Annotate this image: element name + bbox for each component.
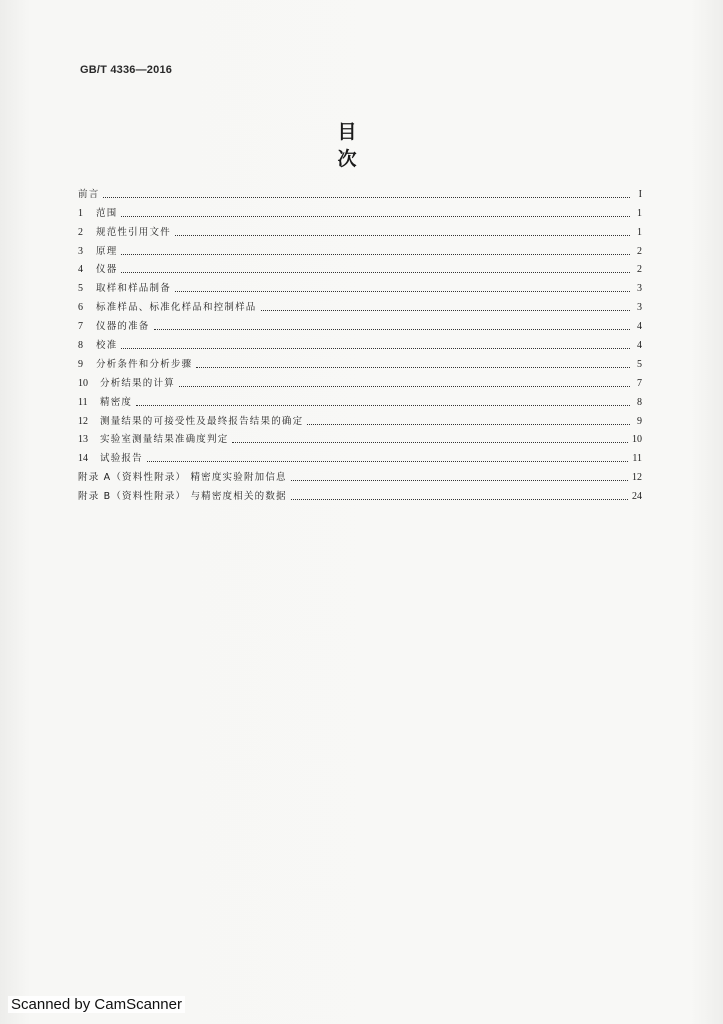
table-of-contents xyxy=(78,182,642,503)
toc-entry[interactable] xyxy=(78,428,642,447)
toc-entry[interactable] xyxy=(78,220,642,239)
toc-dot-leader xyxy=(179,386,630,387)
toc-entry[interactable] xyxy=(78,295,642,314)
toc-entry-number: 7 xyxy=(78,321,83,333)
toc-entry-page: 24 xyxy=(632,491,642,503)
toc-dot-leader xyxy=(121,272,630,273)
toc-entry-label: 标准样品、标准化样品和控制样品 xyxy=(96,302,257,314)
toc-entry-label: 精密度 xyxy=(100,396,133,408)
toc-dot-leader xyxy=(232,442,628,443)
toc-entry-page: 3 xyxy=(637,283,642,295)
toc-entry[interactable] xyxy=(78,409,642,428)
toc-entry-page: 11 xyxy=(632,453,642,465)
toc-dot-leader xyxy=(154,329,630,330)
toc-entry-label: 规范性引用文件 xyxy=(96,226,171,238)
toc-entry-label: 分析结果的计算 xyxy=(100,377,175,389)
toc-entry[interactable] xyxy=(78,484,642,503)
toc-entry[interactable] xyxy=(78,371,642,390)
toc-entry-label: 前言 xyxy=(78,188,100,200)
toc-entry-label: 分析条件和分析步骤 xyxy=(96,358,193,370)
toc-entry-number: 12 xyxy=(78,415,88,427)
toc-entry[interactable] xyxy=(78,352,642,371)
toc-dot-leader xyxy=(147,461,629,462)
toc-entry-number: 2 xyxy=(78,226,83,238)
toc-entry[interactable] xyxy=(78,465,642,484)
toc-entry-number: 6 xyxy=(78,302,83,314)
toc-entry-label: 仪器的准备 xyxy=(96,321,150,333)
toc-entry-page: 3 xyxy=(637,302,642,314)
toc-dot-leader xyxy=(175,291,630,292)
toc-dot-leader xyxy=(136,405,630,406)
toc-entry-number: 3 xyxy=(78,245,83,257)
toc-entry-page: 7 xyxy=(637,377,642,389)
toc-entry-number: 9 xyxy=(78,358,83,370)
toc-entry[interactable] xyxy=(78,201,642,220)
toc-entry-page: 9 xyxy=(637,415,642,427)
toc-dot-leader xyxy=(103,197,630,198)
toc-entry[interactable] xyxy=(78,239,642,258)
toc-title: 目 次 xyxy=(337,121,383,170)
toc-entry-page: 4 xyxy=(637,340,642,352)
toc-entry[interactable] xyxy=(78,258,642,277)
toc-dot-leader xyxy=(291,499,628,500)
toc-entry-label: 附录 B（资料性附录） 与精密度相关的数据 xyxy=(78,491,287,503)
toc-entry[interactable] xyxy=(78,333,642,352)
standard-code: GB/T 4336—2016 xyxy=(80,64,173,76)
toc-entry-page: 2 xyxy=(637,264,642,276)
toc-dot-leader xyxy=(196,367,630,368)
scanner-watermark: Scanned by CamScanner xyxy=(8,996,185,1013)
toc-entry[interactable] xyxy=(78,446,642,465)
toc-dot-leader xyxy=(291,480,628,481)
toc-entry-label: 试验报告 xyxy=(100,453,143,465)
toc-entry-page: 8 xyxy=(637,396,642,408)
toc-entry-number: 10 xyxy=(78,377,88,389)
toc-entry-page: 5 xyxy=(637,358,642,370)
toc-entry-label: 原理 xyxy=(96,245,118,257)
toc-entry-number: 4 xyxy=(78,264,83,276)
toc-entry-page: 10 xyxy=(632,434,642,446)
toc-dot-leader xyxy=(121,254,630,255)
toc-entry-page: 12 xyxy=(632,472,642,484)
toc-entry-page: I xyxy=(638,188,642,200)
toc-dot-leader xyxy=(261,310,630,311)
toc-entry[interactable] xyxy=(78,276,642,295)
toc-entry-number: 8 xyxy=(78,340,83,352)
toc-entry-number: 11 xyxy=(78,396,88,408)
toc-entry-page: 4 xyxy=(637,321,642,333)
toc-entry-page: 1 xyxy=(637,207,642,219)
toc-entry-label: 仪器 xyxy=(96,264,118,276)
toc-dot-leader xyxy=(121,216,630,217)
toc-entry-page: 1 xyxy=(637,226,642,238)
toc-entry-number: 5 xyxy=(78,283,83,295)
toc-entry[interactable] xyxy=(78,182,642,201)
toc-entry[interactable] xyxy=(78,390,642,409)
toc-entry-number: 14 xyxy=(78,453,88,465)
toc-entry-number: 1 xyxy=(78,207,83,219)
toc-entry-page: 2 xyxy=(637,245,642,257)
toc-entry-label: 校准 xyxy=(96,340,118,352)
toc-entry-label: 实验室测量结果准确度判定 xyxy=(100,434,229,446)
toc-entry[interactable] xyxy=(78,314,642,333)
toc-entry-label: 测量结果的可接受性及最终报告结果的确定 xyxy=(100,415,304,427)
toc-entry-number: 13 xyxy=(78,434,88,446)
toc-dot-leader xyxy=(307,424,630,425)
toc-entry-label: 范围 xyxy=(96,207,118,219)
toc-entry-label: 取样和样品制备 xyxy=(96,283,171,295)
toc-dot-leader xyxy=(121,348,630,349)
toc-entry-label: 附录 A（资料性附录） 精密度实验附加信息 xyxy=(78,472,287,484)
toc-dot-leader xyxy=(175,235,630,236)
